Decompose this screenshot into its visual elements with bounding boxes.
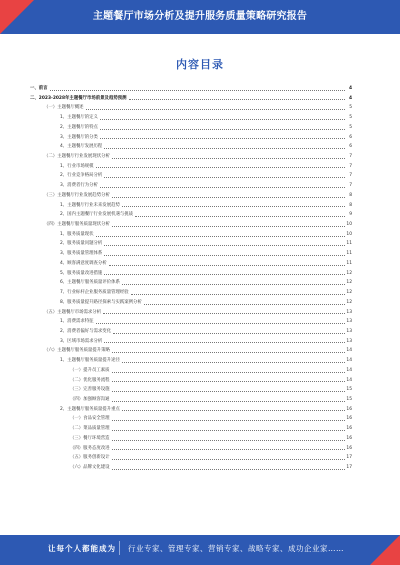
toc-leader-dots: [112, 225, 345, 227]
toc-entry-page: 8: [349, 192, 352, 198]
toc-entry-title: 8、服务质量提升路径探索与实践案例分析: [60, 299, 142, 305]
toc-leader-dots: [112, 439, 345, 441]
toc-entry-title: 二、2023-2028年主题餐厅市场前景及趋势预测: [30, 95, 127, 101]
toc-entry-page: 16: [346, 426, 352, 432]
toc-entry-page: 11: [346, 260, 352, 266]
toc-entry-title: 1、主题餐厅行业未来发展趋势: [60, 202, 120, 208]
toc-entry-page: 14: [346, 377, 352, 383]
toc-entry-title: 2、主题餐厅的特点: [60, 124, 98, 130]
toc-leader-dots: [112, 429, 345, 431]
toc-entry-page: 16: [346, 416, 352, 422]
toc-entry-page: 7: [349, 173, 352, 179]
toc-entry[interactable]: [30, 191, 352, 201]
toc-entry-page: 7: [349, 183, 352, 189]
toc-leader-dots: [96, 322, 345, 324]
report-title: 主题餐厅市场分析及提升服务质量策略研究报告: [92, 11, 308, 22]
toc-entry-title: 1、消费需求特征: [60, 319, 94, 325]
toc-entry-page: 7: [349, 154, 352, 160]
toc-entry-page: 14: [346, 367, 352, 373]
toc-entry-title: 2、国内主题餐厅行业发展机遇与挑战: [60, 212, 134, 218]
toc-entry-title: 5、服务质量改进措施: [60, 270, 103, 276]
toc-leader-dots: [122, 283, 345, 285]
toc-entry-title: （三）主题餐厅行业发展趋势分析: [44, 192, 110, 198]
toc-leader-dots: [112, 419, 345, 421]
toc-entry[interactable]: [30, 288, 352, 298]
toc-entry-title: （六）品牌文化建设: [70, 465, 110, 471]
toc-entry-page: 15: [346, 396, 352, 402]
toc-leader-dots: [104, 254, 345, 256]
toc-entry-page: 12: [346, 280, 352, 286]
toc-leader-dots: [104, 341, 345, 343]
toc-entry-title: （六）主题餐厅服务质量提升策略: [44, 348, 110, 354]
toc-entry-page: 9: [349, 212, 352, 218]
toc-entry-title: （二）主题餐厅行业发展现状分析: [44, 154, 110, 160]
toc-entry-page: 16: [346, 445, 352, 451]
toc-entry-title: 2、消费者偏好与需求变化: [60, 328, 112, 334]
toc-entry-title: 1、主题餐厅服务质量提升途径: [60, 358, 120, 364]
toc-entry-page: 14: [346, 358, 352, 364]
toc-leader-dots: [103, 312, 345, 314]
toc-entry-title: 3、区域市场需求分析: [60, 338, 103, 344]
toc-entry[interactable]: [30, 113, 352, 123]
toc-entry-page: 16: [346, 406, 352, 412]
toc-entry-title: （四）加强顾客沟通: [70, 396, 110, 402]
toc-leader-dots: [104, 244, 345, 246]
toc-entry-title: （五）服务创新设计: [70, 455, 110, 461]
toc-entry-page: 12: [346, 270, 352, 276]
footer-roles: 行业专家、管理专家、营销专家、战略专家、成功企业家……: [128, 544, 344, 553]
toc-entry-title: 一、前言: [30, 85, 48, 91]
toc-leader-dots: [104, 273, 345, 275]
toc-entry[interactable]: [30, 414, 352, 424]
toc-entry[interactable]: [30, 376, 352, 386]
toc-entry[interactable]: [30, 210, 352, 220]
toc-entry-page: 5: [349, 124, 352, 130]
toc-leader-dots: [122, 361, 345, 363]
toc-entry[interactable]: [30, 453, 352, 463]
footer-slogan: 让每个人都能成为: [48, 544, 116, 553]
toc-entry[interactable]: [30, 181, 352, 191]
toc-entry[interactable]: [30, 249, 352, 259]
toc-leader-dots: [100, 118, 345, 120]
toc-entry[interactable]: [30, 317, 352, 327]
toc-leader-dots: [131, 293, 345, 295]
toc-leader-dots: [96, 235, 345, 237]
toc-entry-page: 16: [346, 435, 352, 441]
toc-entry-title: （四）主题餐厅服务质量现状分析: [44, 222, 110, 228]
toc-entry-page: 13: [346, 319, 352, 325]
toc-leader-dots: [129, 98, 345, 100]
toc-entry-title: （二）优化服务流程: [70, 377, 110, 383]
toc-entry[interactable]: [30, 171, 352, 181]
toc-entry[interactable]: [30, 201, 352, 211]
toc-leader-dots: [100, 128, 345, 130]
toc-entry-title: 1、主题餐厅的定义: [60, 115, 98, 121]
toc-entry-title: 1、服务质量现状: [60, 231, 94, 237]
toc-entry-page: 4: [348, 85, 352, 91]
toc-entry[interactable]: [30, 123, 352, 133]
footer-accent-triangle: [370, 535, 400, 565]
toc-leader-dots: [112, 448, 345, 450]
toc-entry[interactable]: [30, 240, 352, 250]
toc-leader-dots: [112, 371, 345, 373]
toc-leader-dots: [112, 157, 345, 159]
toc-leader-dots: [104, 176, 345, 178]
toc-entry-title: 3、消费者行为分析: [60, 183, 98, 189]
toc-entry[interactable]: [30, 385, 352, 395]
toc-entry-title: 2、服务质量问题分析: [60, 241, 103, 247]
toc-entry-title: 2、行业竞争格局分析: [60, 173, 103, 179]
toc-leader-dots: [112, 400, 345, 402]
toc-entry-title: 7、行业标杆企业服务质量管理经验: [60, 290, 129, 296]
toc-leader-dots: [96, 166, 345, 168]
toc-entry-title: 4、主题餐厅发展历程: [60, 144, 103, 150]
toc-entry-page: 5: [349, 115, 352, 121]
toc-entry-title: （一）食品安全管理: [70, 416, 110, 422]
toc-entry[interactable]: [30, 269, 352, 279]
toc-entry[interactable]: [30, 103, 352, 113]
toc-entry[interactable]: [30, 133, 352, 143]
toc-entry-title: （三）完善服务设施: [70, 387, 110, 393]
toc-leader-dots: [144, 303, 345, 305]
toc-leader-dots: [100, 186, 345, 188]
toc-entry-page: 15: [346, 387, 352, 393]
toc-entry-title: 3、主题餐厅的分类: [60, 134, 98, 140]
toc-entry[interactable]: [30, 220, 352, 230]
toc-entry-page: 11: [346, 241, 352, 247]
toc-entry[interactable]: [30, 424, 352, 434]
toc-entry-page: 13: [346, 309, 352, 315]
toc-entry-page: 6: [349, 134, 352, 140]
toc-entry[interactable]: [30, 278, 352, 288]
toc-leader-dots: [112, 390, 345, 392]
toc-entry-page: 5: [349, 105, 352, 111]
toc-entry-page: 11: [346, 251, 352, 257]
toc-entry-page: 10: [346, 222, 352, 228]
toc-leader-dots: [112, 196, 345, 198]
toc-entry-page: 17: [346, 465, 352, 471]
toc-entry-page: 12: [346, 290, 352, 296]
toc-entry-title: 1、行业市场规模: [60, 163, 94, 169]
toc-entry-page: 13: [346, 338, 352, 344]
toc-leader-dots: [100, 137, 345, 139]
toc-entry-title: （一）提升员工素质: [70, 367, 110, 373]
toc-entry-page: 12: [346, 299, 352, 305]
toc-leader-dots: [122, 409, 345, 411]
toc-entry-page: 14: [346, 348, 352, 354]
toc-entry-title: （四）服务态度改进: [70, 445, 110, 451]
toc-entry[interactable]: [30, 142, 352, 152]
toc-entry[interactable]: [30, 84, 352, 94]
toc-entry-page: 13: [346, 328, 352, 334]
toc-leader-dots: [122, 205, 345, 207]
toc-entry[interactable]: [30, 230, 352, 240]
toc-entry-page: 10: [346, 231, 352, 237]
toc-leader-dots: [112, 468, 345, 470]
toc-leader-dots: [50, 89, 345, 91]
toc-entry[interactable]: [30, 405, 352, 415]
toc-leader-dots: [112, 380, 345, 382]
toc-entry[interactable]: [30, 366, 352, 376]
toc-leader-dots: [112, 458, 345, 460]
toc-list: [30, 84, 352, 473]
toc-entry[interactable]: [30, 298, 352, 308]
toc-entry-title: （一）主题餐厅概述: [44, 105, 84, 111]
toc-leader-dots: [112, 351, 345, 353]
toc-leader-dots: [86, 108, 345, 110]
toc-entry-page: 4: [348, 95, 352, 101]
toc-entry[interactable]: [30, 308, 352, 318]
toc-entry[interactable]: [30, 346, 352, 356]
toc-entry[interactable]: [30, 152, 352, 162]
toc-entry[interactable]: [30, 327, 352, 337]
toc-entry[interactable]: [30, 444, 352, 454]
toc-entry-title: 3、服务质量管理体系: [60, 251, 103, 257]
toc-entry[interactable]: [30, 434, 352, 444]
toc-title: 内容目录: [176, 58, 224, 71]
footer-divider: [119, 541, 120, 555]
toc-entry-page: 17: [346, 455, 352, 461]
toc-entry[interactable]: [30, 337, 352, 347]
toc-entry[interactable]: [30, 356, 352, 366]
toc-entry-page: 8: [349, 202, 352, 208]
toc-entry-title: （二）菜品质量管理: [70, 426, 110, 432]
toc-leader-dots: [113, 332, 345, 334]
toc-entry-title: （三）餐厅环境营造: [70, 435, 110, 441]
toc-entry-title: 4、顾客满意度调查分析: [60, 260, 107, 266]
toc-entry-title: 2、主题餐厅服务质量提升重点: [60, 406, 120, 412]
toc-entry-page: 7: [349, 163, 352, 169]
toc-leader-dots: [135, 215, 345, 217]
toc-entry-title: 6、主题餐厅服务质量评价体系: [60, 280, 120, 286]
toc-entry[interactable]: [30, 259, 352, 269]
toc-entry[interactable]: [30, 162, 352, 172]
toc-entry[interactable]: [30, 94, 352, 104]
toc-entry-title: （五）主题餐厅市场需求分析: [44, 309, 102, 315]
toc-entry[interactable]: [30, 395, 352, 405]
toc-entry[interactable]: [30, 463, 352, 473]
toc-entry-page: 6: [349, 144, 352, 150]
toc-leader-dots: [104, 147, 345, 149]
toc-leader-dots: [109, 264, 345, 266]
